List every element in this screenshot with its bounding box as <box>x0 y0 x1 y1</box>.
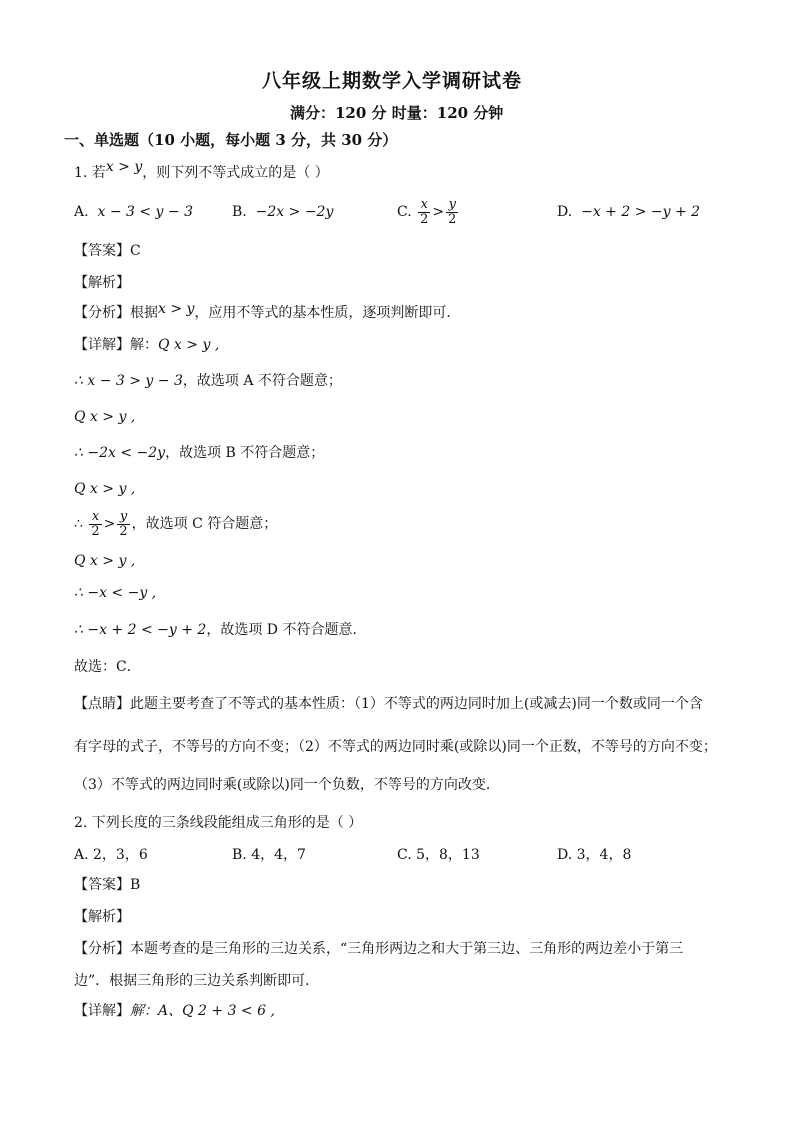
step-5: ∴ −x + 2 < −y + 2，故选项 D 不符合题意． <box>74 622 367 638</box>
option-a: A. x − 3 < y − 3 <box>74 204 193 220</box>
q2-option-c: C. 5，8，13 <box>397 847 480 863</box>
q2-fenxi-line-1: 【分析】本题考查的是三角形的三边关系，“三角形两边之和大于第三边、三角形的两边差小于第三 <box>74 941 684 957</box>
option-b: B. −2x > −2y <box>232 204 334 220</box>
q2-option-a: A. 2，3，6 <box>74 847 148 863</box>
section-heading: 一、单选题（10 小题，每小题 3 分，共 30 分） <box>64 131 398 149</box>
q2-detail-line: 【详解】解：A、Q 2 + 3 < 6 , <box>74 1003 275 1019</box>
q2-option-d: D. 3，4，8 <box>557 847 632 863</box>
q2-answer-line: 【答案】B <box>74 877 141 893</box>
fraction: $\frac{y}{2}$ <box>119 509 128 539</box>
because-2: Q x > y , <box>74 409 136 425</box>
question-1-stem: 1. 若x > y，则下列不等式成立的是（ ） <box>74 159 329 181</box>
detail-line: 【详解】解：Q x > y , <box>74 337 220 353</box>
q2-fenxi-line-2: 边”．根据三角形的三边关系判断即可． <box>74 973 320 989</box>
because-4: Q x > y , <box>74 553 136 569</box>
page-title: 八年级上期数学入学调研试卷 <box>262 70 523 92</box>
step-4: ∴ −x < −y , <box>74 585 157 601</box>
step-3: ∴ $\frac{x}{2}$ > $\frac{y}{2}$ ，故选项 C 符合题意； <box>74 509 278 539</box>
choose-line: 故选：C． <box>74 659 141 675</box>
option-d: D. −x + 2 > −y + 2 <box>557 204 701 220</box>
question-2-stem: 2. 下列长度的三条线段能组成三角形的是（ ） <box>74 815 363 831</box>
analysis-fenxi: 【分析】根据x > y，应用不等式的基本性质，逐项判断即可． <box>74 301 461 321</box>
analysis-label: 【解析】 <box>74 275 130 291</box>
page-subtitle: 满分：120 分 时量：120 分钟 <box>290 104 504 122</box>
q2-option-b: B. 4，4，7 <box>232 847 306 863</box>
fraction: $\frac{x}{2}$ <box>420 197 429 227</box>
option-c: C. $\frac{x}{2}$ > $\frac{y}{2}$ <box>397 197 457 227</box>
dianjing-line-3: （3）不等式的两边同时乘(或除以)同一个负数，不等号的方向改变． <box>74 777 500 793</box>
dianjing-line-1: 【点睛】此题主要考查了不等式的基本性质：（1）不等式的两边同时加上(或减去)同一个数或同一个含 <box>74 696 703 712</box>
fraction: $\frac{y}{2}$ <box>448 197 457 227</box>
because-3: Q x > y , <box>74 481 136 497</box>
fraction: $\frac{x}{2}$ <box>91 509 100 539</box>
step-2: ∴ −2x < −2y，故选项 B 不符合题意； <box>74 445 325 461</box>
answer-line: 【答案】C <box>74 243 141 259</box>
step-1: ∴ x − 3 > y − 3，故选项 A 不符合题意； <box>74 373 342 389</box>
q2-analysis-label: 【解析】 <box>74 909 130 925</box>
dianjing-line-2: 有字母的式子，不等号的方向不变；（2）不等式的两边同时乘(或除以)同一个正数，不等号的方向不变； <box>74 739 717 755</box>
